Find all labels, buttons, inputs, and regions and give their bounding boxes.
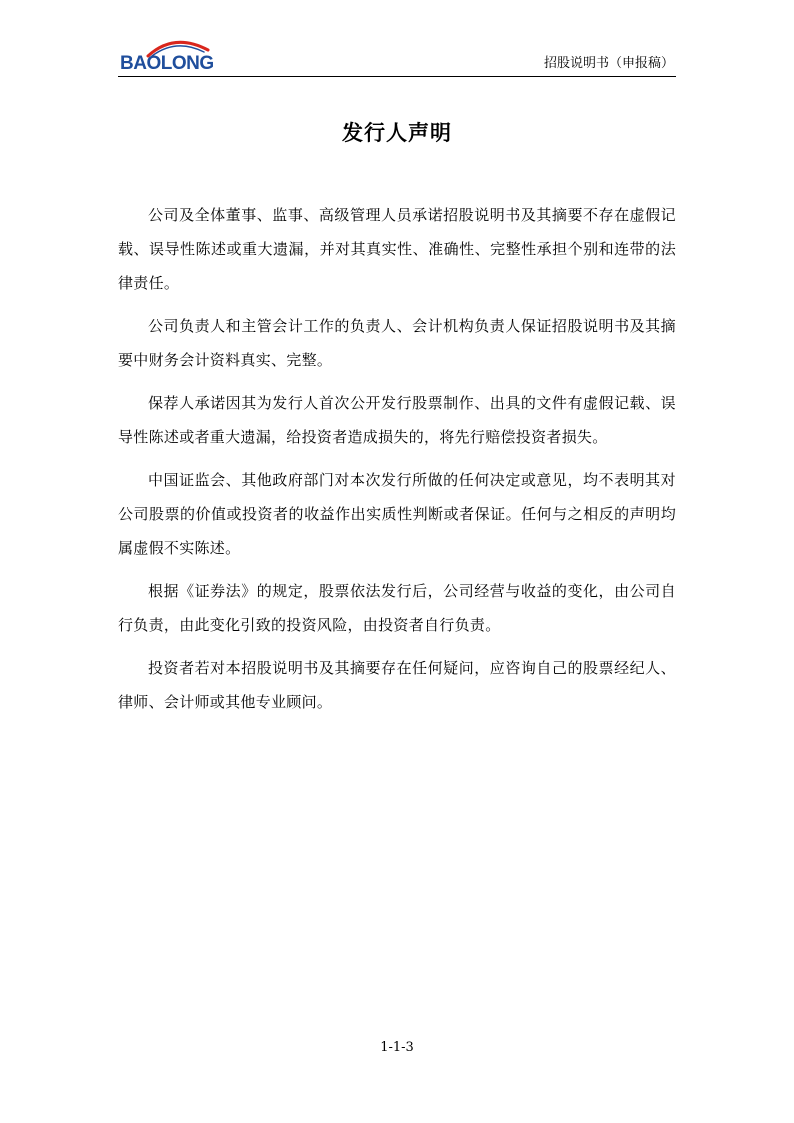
paragraph-4: 中国证监会、其他政府部门对本次发行所做的任何决定或意见，均不表明其对公司股票的价值或投资者的收益作出实质性判断或者保证。任何与之相反的声明均属虚假不实陈述。 (118, 471, 676, 557)
paragraph-3: 保荐人承诺因其为发行人首次公开发行股票制作、出具的文件有虚假记载、误导性陈述或者重大遗漏，给投资者造成损失的，将先行赔偿投资者损失。 (118, 394, 676, 446)
document-title: 招股说明书（申报稿） (543, 56, 674, 71)
paragraph-5: 根据《证券法》的规定，股票依法发行后，公司经营与收益的变化，由公司自行负责，由此变化引致的投资风险，由投资者自行负责。 (118, 582, 676, 634)
page-heading: 发行人声明 (342, 121, 452, 145)
paragraph-6: 投资者若对本招股说明书及其摘要存在任何疑问，应咨询自己的股票经纪人、律师、会计师或其他专业顾问。 (118, 659, 676, 711)
paragraph-2: 公司负责人和主管会计工作的负责人、会计机构负责人保证招股说明书及其摘要中财务会计资料真实、完整。 (118, 317, 676, 369)
paragraph-1: 公司及全体董事、监事、高级管理人员承诺招股说明书及其摘要不存在虚假记载、误导性陈述或重大遗漏，并对其真实性、准确性、完整性承担个别和连带的法律责任。 (118, 206, 676, 292)
company-logo (118, 34, 230, 76)
page-number: 1-1-3 (380, 1040, 414, 1055)
declaration-body (118, 198, 676, 728)
page-header (118, 32, 676, 77)
logo-text: BAOLONG (120, 53, 214, 74)
